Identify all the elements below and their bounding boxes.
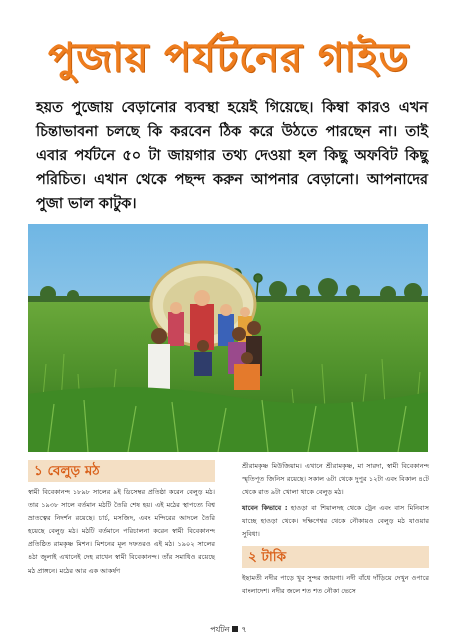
how-to-reach [242,502,429,541]
page-title: পুজায় পর্যটনের গাইড [48,35,409,81]
taki-text: ইছামতী নদীর পাড়ে খুব সুন্দর জায়গা। নদী বাঁধে দাঁড়িয়ে দেখুন ওপারে বাংলাদেশ। নদীর জলে শত শত নৌকা ভেসে [242,573,429,595]
page-footer [0,623,457,637]
section-heading-belur-math: ১ বেলুড় মঠ [28,460,215,482]
page-number: ৭ [241,625,247,634]
separator-square-icon [232,626,238,632]
durga-idol-in-paddy-field-photo [28,224,428,452]
column-right [242,460,429,598]
column-left [28,460,215,578]
magazine-name: পর্যটন [210,625,230,634]
section-heading-taki: ২ টাকি [242,546,429,568]
belur-math-continued-text: শ্রীরামকৃষ্ণ মিউজিয়াম। এখানে শ্রীরামকৃষ্ণ, মা সারদা, স্বামী বিবেকানন্দ স্মৃতিপূত জিনিস রয়েছে। সকাল ৬টা থেকে দুপুর ১২টা এবং বিকাল ৪টে থেকে রাত ৯টা খোলা থাকে বেলুড় মঠ। [242,462,429,497]
intro-paragraph: হয়ত পুজোয় বেড়ানোর ব্যবস্থা হয়েই গিয়েছে। কিম্বা কারও এখন চিন্তাভাবনা চলছে কি করবেন ঠিক করে উঠতে পারছেন না। তাই এবার পর্যটনে ৫০ টা জায়গার তথ্য দেওয়া হল কিছু অফবিট কিছু পরিচিত। এখান থেকে পছন্দ করুন আপনার বেড়ানো। আপনাদের পুজা ভাল কাটুক। [36,100,428,212]
how-to-reach-label: যাবেন কিভাবে : [242,504,288,513]
how-to-reach-text: হাওড়া বা শিয়ালদহ থেকে ট্রেন এবং বাস মিনিবাস যাচ্ছে হাওড়া থেকে। দক্ষিণেশ্বর থেকে নৌকায়ও বেলুড় মঠ যাওয়ার সুবিধা। [242,504,429,539]
belur-math-text: স্বামী বিবেকানন্দ ১৮৯৮ সালের ৯ই ডিসেম্বর প্রতিষ্ঠা করেন বেলুড় মঠ। তার ১৯৩৮ সালে বর্তমান মঠটি তৈরি শেষ হয়। এই মঠের স্থাপত্যে বিশ্ব ভ্রাতত্বের নিদর্শন রয়েছে। চার্চ, মসজিদ, এবং মন্দিরের আদলে তৈরি হয়েছে বেলুড় মঠ। মঠটি বর্তমানে পরিচালনা করেন স্বামী বিবেকানন্দ প্রতিষ্ঠিত রামকৃষ্ণ মিশন। মিশনের মূল দফতরও এই মঠ। ১৯০২ সালের ৪ঠা জুলাই এখানেই দেহ রাখেন স্বামী বিবেকানন্দ। তাঁর সমাধিও রয়েছে মঠ প্রাঙ্গনে। মঠের আর এক আকর্ষণ [28,488,215,575]
